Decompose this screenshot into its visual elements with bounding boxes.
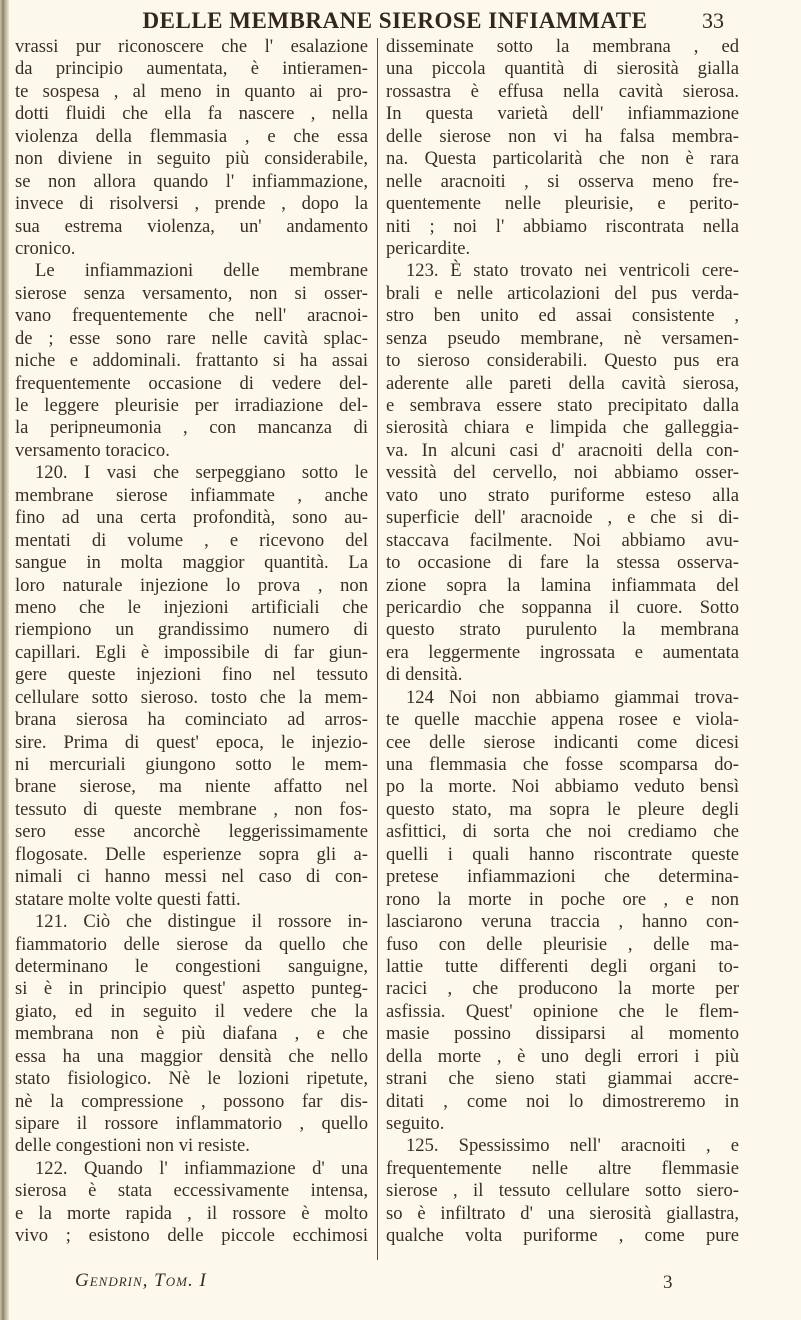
text-line: riempiono un grandissimo numero di xyxy=(15,619,368,641)
text-line: asfissia. Quest' opinione che le flem- xyxy=(386,1000,739,1022)
text-line: brane sierose, ma niente affatto nel xyxy=(15,776,368,798)
text-line: essa ha una maggior densità che nello xyxy=(15,1045,368,1067)
text-line: na. Questa particolarità che non è rara xyxy=(386,148,739,170)
book-binding-edge xyxy=(0,0,9,1320)
text-line: se non allora quando l' infiammazione, xyxy=(15,170,368,192)
text-line: 120. I vasi che serpeggiano sotto le xyxy=(35,462,368,484)
text-line: mentati di volume , e ricevono del xyxy=(15,529,368,551)
text-line: vrassi pur riconoscere che l' esalazione xyxy=(15,36,368,57)
text-line: sero esse ancorchè leggerissimamente xyxy=(15,821,368,843)
text-line: te quelle macchie appena rosee e viola- xyxy=(386,709,739,731)
text-line: Le infiammazioni delle membrane xyxy=(35,260,368,282)
text-line: nè la compressione , possono far dis- xyxy=(15,1090,368,1112)
text-line: niti ; noi l' abbiamo riscontrata nella xyxy=(386,215,739,237)
text-line: sua estrema violenza, un' andamento xyxy=(15,215,368,237)
text-line: quentemente nelle pleurisie, e perito- xyxy=(386,193,739,215)
text-line: rossastra è effusa nella cavità sierosa. xyxy=(386,80,739,102)
text-line: dotti fluidi che ella fa nascere , nella xyxy=(15,103,368,125)
text-line: nelle aracnoiti , si osserva meno fre- xyxy=(386,170,739,192)
text-line: aderente alle pareti della cavità sierosa, xyxy=(386,372,739,394)
page-number: 33 xyxy=(702,8,724,33)
text-line: pericardite. xyxy=(386,237,471,259)
text-line: sipare il rossore inflammatorio , quello xyxy=(15,1113,368,1134)
text-line: pretese infiammazioni che determina- xyxy=(386,866,739,888)
text-line: cronico. xyxy=(15,237,76,259)
text-line: superficie dell' aracnoide , e che si di- xyxy=(386,507,739,529)
text-line: sierosa è stata eccessivamente intensa, xyxy=(15,1180,368,1202)
text-line: ni mercuriali giungono sotto le mem- xyxy=(15,754,368,775)
text-line: le leggere pleurisie per irradiazione del- xyxy=(15,395,368,416)
text-line: violenza della flemmasia , e che essa xyxy=(15,125,368,147)
text-line: 124 Noi non abbiamo giammai trova- xyxy=(406,686,739,708)
text-line: rono la morte in poche ore , e non xyxy=(386,888,739,910)
text-line: disseminate sotto la membrana , ed xyxy=(386,36,739,57)
text-line: racici , che producono la morte per xyxy=(386,978,739,1000)
text-line: fino ad una certa profondità, sono au- xyxy=(15,507,368,529)
text-line: della morte , è uno degli errori i più xyxy=(386,1045,739,1067)
text-line: membrana non è più diafana , e che xyxy=(15,1023,368,1045)
text-line: loro naturale injezione lo prova , non xyxy=(15,574,368,596)
text-line: po la morte. Noi abbiamo veduto bensì xyxy=(386,776,739,798)
text-line: sierose senza versamento, non si osser- xyxy=(15,282,368,304)
text-line: frequentemente occasione di vedere del- xyxy=(15,372,368,394)
text-line: de ; esse sono rare nelle cavità splac- xyxy=(15,327,368,349)
text-line: cee delle sierose indicanti come dicesi xyxy=(386,731,739,753)
text-line: strani che sieno stati giammai accre- xyxy=(386,1068,739,1090)
text-line: so è infiltrato d' una sierosità giallastra, xyxy=(386,1202,739,1224)
text-line: la peripneumonia , con mancanza di xyxy=(15,417,368,439)
text-line: gere queste injezioni fino nel tessuto xyxy=(15,664,368,686)
text-line: 125. Spessissimo nell' aracnoiti , e xyxy=(406,1135,739,1157)
text-line: stro ben unito ed assai consistente , xyxy=(386,305,739,327)
text-line: flogosate. Delle esperienze sopra gli a- xyxy=(15,843,368,865)
text-line: versamento toracico. xyxy=(15,439,170,461)
text-line: vessità del cervello, noi abbiamo osser- xyxy=(386,462,739,484)
text-line: delle congestioni non vi resiste. xyxy=(15,1135,250,1157)
text-line: to sieroso considerabili. Questo pus era xyxy=(386,350,739,372)
text-line: capillari. Egli è impossibile di far giun- xyxy=(15,641,368,663)
text-line: si è in principio quest' aspetto punteg- xyxy=(15,978,368,1000)
text-line: pericardio che soppanna il cuore. Sotto xyxy=(386,596,739,618)
text-line: stato fisiologico. Nè le lozioni ripetute, xyxy=(15,1068,368,1090)
text-line: brali e nelle articolazioni del pus verda- xyxy=(386,282,739,304)
text-line: asfittici, di sorta che noi crediamo che xyxy=(386,821,739,843)
text-line: brana sierosa ha cominciato ad arros- xyxy=(15,709,368,731)
text-line: questo strato purulento la membrana xyxy=(386,619,739,641)
text-line: vano frequentemente che nell' aracnoi- xyxy=(15,305,368,327)
text-line: invece di risolversi , prende , dopo la xyxy=(15,193,368,215)
text-line: te sospesa , al meno in quanto ai pro- xyxy=(15,80,368,102)
text-line: non diviene in seguito più considerabile, xyxy=(15,148,368,170)
text-line: fiammatorio delle sierose da quello che xyxy=(15,933,368,955)
column-divider xyxy=(377,38,378,1260)
text-line: lattie tutte differenti degli organi to- xyxy=(386,955,739,977)
text-line: e sembrava essere stato precipitato dalla xyxy=(386,395,739,416)
text-line: qualche volta puriforme , come pure xyxy=(386,1225,739,1247)
text-line: seguito. xyxy=(386,1113,445,1134)
text-line: senza pseudo membrane, nè versamen- xyxy=(386,327,739,349)
text-line: 123. È stato trovato nei ventricoli cere- xyxy=(406,260,739,282)
text-line: ditati , come noi lo dimostreremo in xyxy=(386,1090,739,1112)
text-line: meno che le injezioni artificiali che xyxy=(15,596,368,618)
text-line: zione sopra la lamina infiammata del xyxy=(386,574,739,596)
text-line: quelli i quali hanno riscontrate queste xyxy=(386,843,739,865)
text-line: di densità. xyxy=(386,664,463,686)
text-line: vivo ; esistono delle piccole ecchimosi xyxy=(15,1225,368,1247)
text-line: sierosità chiara e limpida che galleggia- xyxy=(386,417,739,439)
text-line: da principio aumentata, è intieramen- xyxy=(15,58,368,80)
text-line: 122. Quando l' infiammazione d' una xyxy=(35,1157,368,1179)
text-line: frequentemente nelle altre flemmasie xyxy=(386,1157,739,1179)
text-line: determinano le congestioni sanguigne, xyxy=(15,955,368,977)
text-line: 121. Ciò che distingue il rossore in- xyxy=(35,911,368,933)
text-line: sierose , il tessuto cellulare sotto siero- xyxy=(386,1180,739,1202)
left-text-column xyxy=(15,36,368,1248)
footer-signature-line: Gendrin, Tom. I xyxy=(75,1270,207,1291)
text-line: masie possino dissiparsi al momento xyxy=(386,1023,739,1045)
text-line: delle sierose non vi ha falsa membra- xyxy=(386,125,739,147)
text-line: In questa varietà dell' infiammazione xyxy=(386,103,739,125)
text-line: una piccola quantità di sierosità gialla xyxy=(386,58,739,80)
text-line: nimali ci hanno messi nel caso di con- xyxy=(15,866,368,888)
running-head-title: DELLE MEMBRANE SIEROSE INFIAMMATE xyxy=(142,8,648,33)
text-line: lasciarono veruna traccia , hanno con- xyxy=(386,911,739,933)
text-line: membrane sierose infiammate , anche xyxy=(15,484,368,506)
text-line: va. In alcuni casi d' aracnoiti della con- xyxy=(386,439,739,461)
text-line: staccava facilmente. Noi abbiamo avu- xyxy=(386,529,739,551)
text-line: giato, ed in seguito il vedere che la xyxy=(15,1000,368,1022)
text-line: niche e addominali. frattanto si ha assai xyxy=(15,350,368,372)
text-line: e la morte rapida , il rossore è molto xyxy=(15,1202,368,1224)
text-line: tessuto di queste membrane , non fos- xyxy=(15,798,368,820)
text-line: vato uno strato puriforme esteso alla xyxy=(386,484,739,506)
text-line: fuso con delle pleurisie , delle ma- xyxy=(386,933,739,955)
text-line: cellulare sotto sieroso. tosto che la mem- xyxy=(15,686,368,708)
text-line: to occasione di fare la stessa osserva- xyxy=(386,552,739,574)
text-line: sire. Prima di quest' epoca, le injezio- xyxy=(15,731,368,753)
text-line: sangue in molta maggior quantità. La xyxy=(15,552,368,574)
printer-signature-mark: 3 xyxy=(663,1272,673,1293)
text-line: statare molte volte questi fatti. xyxy=(15,888,241,910)
text-line: una flemmasia che fosse scomparsa do- xyxy=(386,754,739,775)
text-line: questo stato, ma sopra le pleure degli xyxy=(386,798,739,820)
text-line: era leggermente ingrossata e aumentata xyxy=(386,641,739,663)
right-text-column xyxy=(386,36,739,1248)
